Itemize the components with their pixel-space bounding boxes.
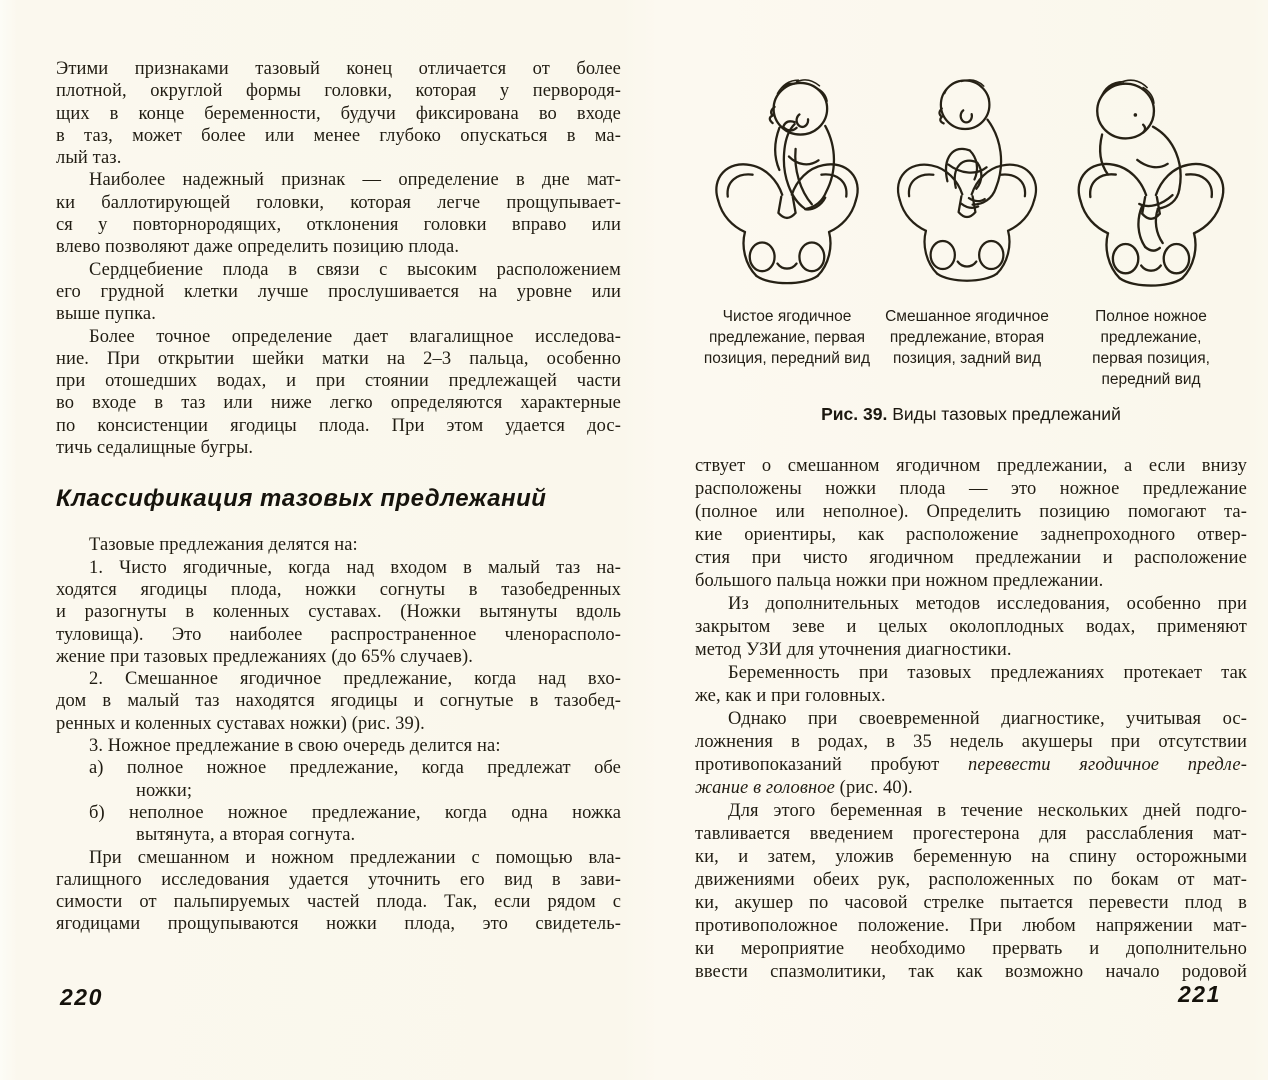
text-line: противопоказаний пробуют перевести ягодичное предле- bbox=[695, 755, 1247, 775]
text-line: метод УЗИ для уточнения диагностики. bbox=[695, 640, 1012, 660]
text-line: а) полное ножное предлежание, когда предлежат обе bbox=[89, 758, 621, 779]
text-line: вытянута, а вторая согнута. bbox=[136, 825, 356, 846]
paragraph bbox=[695, 593, 1247, 662]
text-line: Более точное определение дает влагалищное исследова- bbox=[89, 326, 621, 347]
text-line: б) неполное ножное предлежание, когда одна ножка bbox=[89, 802, 621, 823]
section-heading: Классификация тазовых предлежаний bbox=[56, 485, 547, 513]
figure-caption-line: Смешанное ягодичное bbox=[885, 308, 1049, 325]
text-line: по консистенции ягодицы плода. При этом удается дос- bbox=[56, 415, 621, 436]
figure-39-title bbox=[695, 404, 1247, 425]
text-line: симости от пальпируемых частей плода. Так, если рядом с bbox=[56, 892, 621, 913]
text-line: жение при тазовых предлежаниях (до 65% случаев). bbox=[56, 646, 473, 667]
text-line: Тазовые предлежания делятся на: bbox=[89, 535, 358, 556]
caption-footling bbox=[1055, 306, 1247, 390]
text-line: щих в конце беременности, будучи фиксирована во входе bbox=[56, 103, 621, 124]
text-line: ввести спазмолитики, так как возможно начало родовой bbox=[695, 962, 1247, 982]
text-line: 3. Ножное предлежание в свою очередь делится на: bbox=[89, 736, 501, 757]
caption-complete-breech bbox=[879, 306, 1055, 369]
text-line: (полное или неполное). Определить позицию помогают та- bbox=[695, 502, 1247, 522]
text-line: При смешанном и ножном предлежании с помощью вла- bbox=[89, 847, 621, 868]
text-line: Сердцебиение плода в связи с высоким расположением bbox=[89, 259, 621, 280]
left-page bbox=[56, 58, 621, 936]
paragraph bbox=[56, 259, 621, 326]
paragraph bbox=[56, 757, 621, 802]
text-line: Для этого беременная в течение нескольких дней подго- bbox=[728, 801, 1247, 821]
paragraph bbox=[56, 58, 621, 169]
text-line: Этими признаками тазовый конец отличается от более bbox=[56, 59, 621, 79]
paragraph bbox=[56, 847, 621, 936]
figure-caption-line: Полное ножное bbox=[1095, 308, 1207, 325]
text-line: закрытом зеве и целых околоплодных водах, применяют bbox=[695, 617, 1247, 637]
right-page-text bbox=[695, 455, 1247, 984]
text-line: Беременность при тазовых предлежаниях протекает так bbox=[728, 663, 1247, 683]
paragraph bbox=[56, 534, 621, 556]
figure-caption-line: позиция, задний вид bbox=[892, 350, 1042, 367]
page-number-left: 220 bbox=[60, 984, 103, 1010]
text-line: ренных и коленных суставах ножки) (рис. 39). bbox=[56, 713, 425, 734]
text-line: ки, акушер по часовой стрелке пытается перевести плод в bbox=[695, 893, 1247, 913]
text-line: расположены ножки плода — это ножное предлежание bbox=[695, 479, 1247, 499]
text-line: кие ориентиры, как расположение заднепроходного отвер- bbox=[695, 525, 1247, 545]
text-line: ножки; bbox=[136, 780, 193, 801]
text-line: ки баллотирующей головки, которая легче прощупывает- bbox=[56, 192, 621, 213]
figure-39-drawings bbox=[695, 56, 1247, 301]
page-number-right: 221 bbox=[1178, 981, 1221, 1007]
paragraph bbox=[695, 662, 1247, 708]
fetus-frank-breech-drawing bbox=[701, 56, 873, 301]
text-line: ки, и затем, уложив беременную на спину осторожными bbox=[695, 847, 1247, 867]
text-line: лый таз. bbox=[56, 148, 122, 169]
text-line: ки мероприятие необходимо прервать и дополнительно bbox=[695, 939, 1247, 959]
text-line: тичь седалищные бугры. bbox=[56, 438, 254, 459]
figure-caption-line: передний вид bbox=[1101, 371, 1201, 388]
paragraph bbox=[695, 708, 1247, 800]
text-line: жание в головное (рис. 40). bbox=[695, 778, 913, 798]
paragraph bbox=[695, 800, 1247, 984]
left-page-text-bottom bbox=[56, 534, 621, 935]
figure-caption-line: предлежание, bbox=[1100, 329, 1202, 346]
paragraph bbox=[56, 802, 621, 847]
figure-caption-line: позиция, передний вид bbox=[703, 350, 871, 367]
fetus-complete-breech-drawing bbox=[883, 56, 1051, 301]
paragraph bbox=[56, 557, 621, 668]
text-line: Из дополнительных методов исследования, особенно при bbox=[728, 594, 1247, 614]
text-line: 1. Чисто ягодичные, когда над входом в малый таз на- bbox=[89, 557, 621, 578]
text-line: в таз, может более или менее глубоко опускаться в ма- bbox=[56, 125, 621, 146]
text-line: ствует о смешанном ягодичном предлежании, а если внизу bbox=[695, 456, 1247, 476]
text-line: галищного исследования удается уточнить его вид в зави- bbox=[56, 869, 621, 890]
text-line: 2. Смешанное ягодичное предлежание, когда над вхо- bbox=[89, 669, 621, 690]
figure-caption-line: Чистое ягодичное bbox=[722, 308, 852, 325]
figure-caption-line: предлежание, вторая bbox=[889, 329, 1045, 346]
figure-39-label: Рис. 39. bbox=[821, 404, 888, 424]
text-line: ходятся ягодицы плода, ножки согнуты в тазобедренных bbox=[56, 579, 621, 600]
right-page bbox=[695, 56, 1247, 984]
text-line: туловища). Это наиболее распространенное членорасполо- bbox=[56, 624, 621, 645]
text-line: его грудной клетки лучше прослушивается на уровне или bbox=[56, 281, 621, 302]
paragraph bbox=[56, 169, 621, 258]
paragraph bbox=[56, 668, 621, 735]
text-line: ся у повторнородящих, отклонения головки вправо или bbox=[56, 215, 621, 236]
figure-caption-line: первая позиция, bbox=[1092, 350, 1210, 367]
text-line: ние. При открытии шейки матки на 2–3 пальца, особенно bbox=[56, 348, 621, 369]
paragraph bbox=[56, 326, 621, 460]
text-line: движениями обеих рук, расположенных по бокам от мат- bbox=[695, 870, 1247, 890]
text-line: ягодицами прощупываются ножки плода, это свидетель- bbox=[56, 914, 621, 935]
figure-caption-line: предлежание, первая bbox=[709, 329, 865, 346]
text-line: плотной, округлой формы головки, которая у первородя- bbox=[56, 81, 621, 102]
text-line: выше пупка. bbox=[56, 304, 156, 325]
figure-footling bbox=[1055, 56, 1247, 301]
text-line: стия при чисто ягодичном предлежании и расположение bbox=[695, 548, 1247, 568]
figure-39 bbox=[695, 56, 1247, 425]
caption-frank-breech bbox=[695, 306, 879, 369]
fetus-footling-drawing bbox=[1063, 56, 1239, 301]
figure-complete-breech bbox=[879, 56, 1055, 301]
text-line: при отошедших водах, и при стоянии предлежащей части bbox=[56, 371, 621, 392]
figure-39-captions bbox=[695, 301, 1247, 390]
text-line: противоположное положение. При любом напряжении мат- bbox=[695, 916, 1247, 936]
paragraph bbox=[56, 735, 621, 757]
text-line: Однако при своевременной диагностике, учитывая ос- bbox=[728, 709, 1247, 729]
text-line: и разогнуты в коленных суставах. (Ножки вытянуты вдоль bbox=[56, 602, 621, 623]
text-line: же, как и при головных. bbox=[695, 686, 886, 706]
text-line: во входе в таз или ниже легко определяются характерные bbox=[56, 393, 621, 414]
figure-frank-breech bbox=[695, 56, 879, 301]
figure-39-title-text: Виды тазовых предлежаний bbox=[887, 404, 1121, 424]
left-page-text-top bbox=[56, 58, 621, 459]
text-line: большого пальца ножки при ножном предлежании. bbox=[695, 571, 1104, 591]
text-line: ложнения в родах, в 35 недель акушеры при отсутствии bbox=[695, 732, 1247, 752]
text-line: Наиболее надежный признак — определение в дне мат- bbox=[89, 170, 621, 191]
text-line: дом в малый таз находятся ягодицы и согнутые в тазобед- bbox=[56, 691, 621, 712]
text-line: тавливается введением прогестерона для расслабления мат- bbox=[695, 824, 1247, 844]
paragraph bbox=[695, 455, 1247, 593]
text-line: влево позволяют даже определить позицию плода. bbox=[56, 237, 460, 258]
